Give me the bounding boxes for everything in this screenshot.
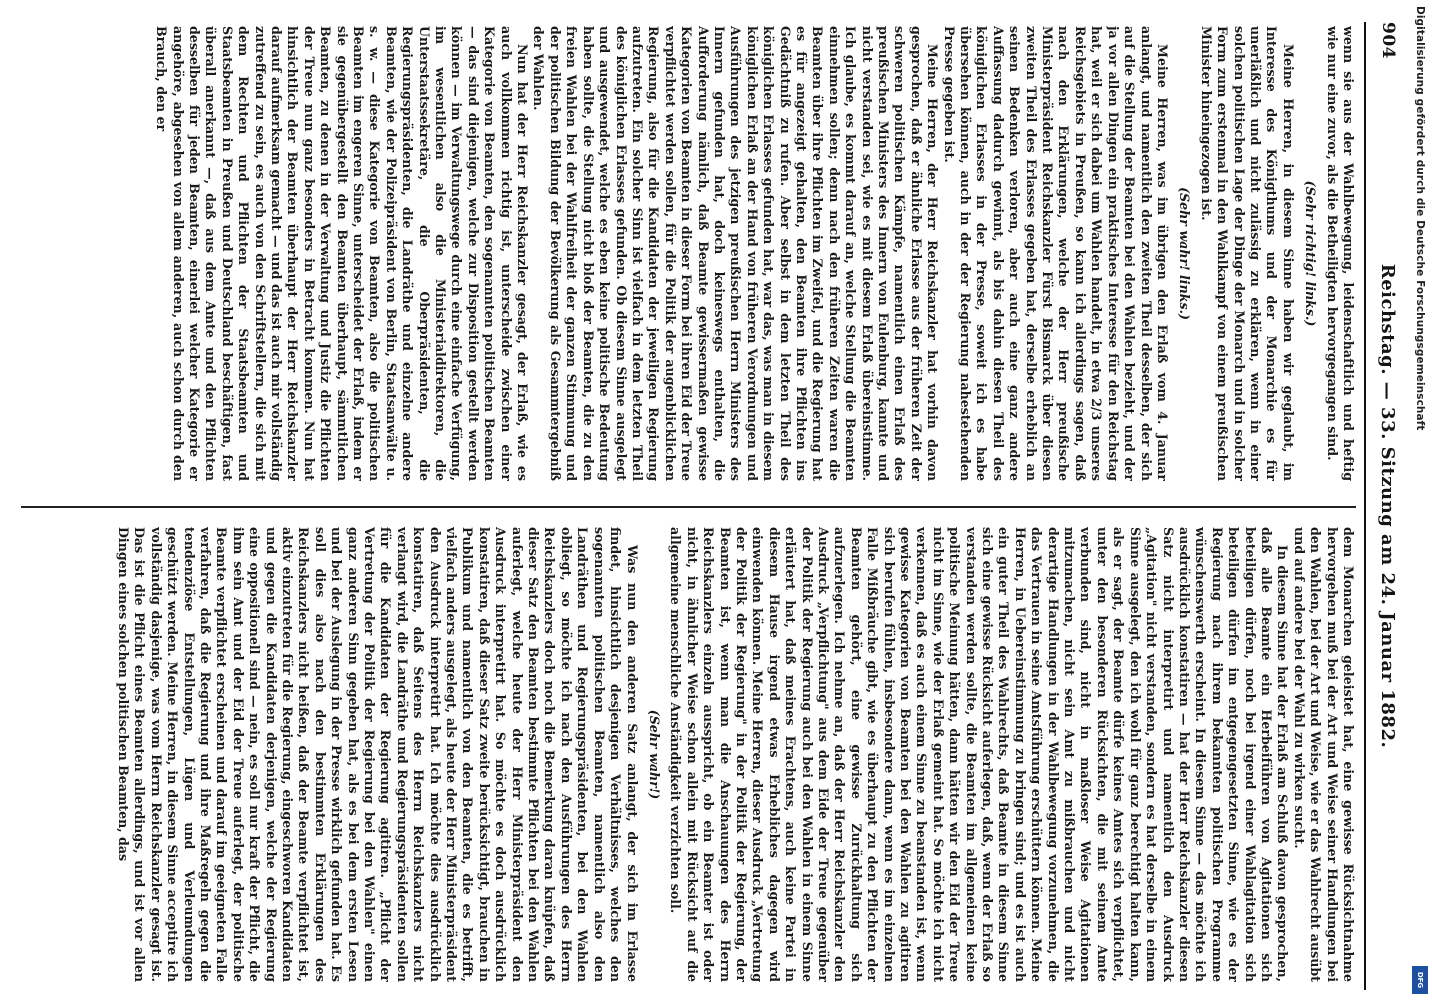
paragraph: Meine Herren, in diesem Sinne haben wir geglaubt, im Interesse des Königthums und der Monarchie es für unerläßlich und nicht zulässig zu erklären, wenn in einer solchen politischen Lage der Dinge der Monarch und in solcher Form zum erstenmal in den Wahlkampf von einem preußischen Minister hineingezogen ist.	[1198, 26, 1296, 481]
credit-strip	[1411, 6, 1429, 994]
left-column	[21, 26, 1356, 481]
interjection: (Sehr wahr!)	[646, 709, 662, 800]
credit-text: Digitalisierung gefördert durch die Deutsche Forschungsgemeinschaft	[1414, 6, 1426, 431]
column-divider	[21, 506, 1356, 508]
paragraph: Meine Herren, was im übrigen den Erlaß vom 4. Januar anlangt, und namentlich den zweiten Theil desselben, der sich auf die Stellung der Beamten bei den Wahlen bezieht, und der ja vor allen Dingen ein praktisches Interesse für den Reichstag hat, weil er sich dabei um Wahlen handelt, in etwa 2/3 unseres Reichsgebiets in Preußen, so kann ich allerdings sagen, daß nach den Erklärungen, welche der Herr preußische Ministerpräsident Reichskanzler Fürst Bismarck über diesen zweiten Theil des Erlasses gegeben hat, derselbe erheblich an seinen Bedenken verloren, aber auch eine ganz andere Auffassung dadurch gewinnt, als bis dahin diesen Theil des königlichen Erlasses in der Presse, soweit ich es habe übersehen können, auch in der der Regierung nahestehenden Presse gegeben ist.	[941, 26, 1170, 481]
document-page	[8, 22, 1408, 990]
dfg-logo-text: DFG	[1416, 971, 1424, 989]
interjection: (Sehr wahr! links.)	[1177, 187, 1193, 320]
header-rule	[1364, 22, 1366, 990]
paragraph: dem Monarchen geleistet hat, eine gewisse Rücksichtnahme hervorgehen muß bei der Art und Weise seiner Handlungen bei den Wahlen, bei der Art und Weise, wie er das Wahlrecht ausübt und auf andere bei der Wahl zu wirken sucht.	[1291, 527, 1356, 982]
paragraph: Was nun den anderen Satz anlangt, der sich im Erlasse findet, hinsichtlich desjenigen Verhältnisses, welches den sogenannten politischen Beamten, namentlich also den Landräthen und Regierungspräsidenten, bei den Wahlen obliegt, so möchte ich nach den Ausführungen des Herrn Reichskanzlers doch noch die Bemerkung daran knüpfen, daß dieser Satz den Beamten bestimmte Pflichten bei den Wahlen auferlegt, welche heute der Herr Ministerpräsident den Ausdruck interpretirt hat. So möchte es doch ausdrücklich konstatiren, daß dieser Satz zweite berücksichtigt, brauchen in Publikum und namentlich von den Beamten, die es betrifft, vielfach anders ausgelegt, als heute der Herr Ministerpräsident den Ausdruck interpretirt hat. Ich möchte dies ausdrücklich konstatiren, daß Seitens des Herrn Reichskanzlers nicht verlangt wird, die Landräthe und Regierungspräsidenten sollen für die Kandidaten der Regierung agitiren. „Pflicht der Vertretung der Politik der Regierung bei den Wahlen" einen ganz anderen Sinn gegeben hat, als es bei dem ersten Lesen und bei der Auslegung in der Presse wirklich gefunden hat. Es soll dies also nach den bestimmten Erklärungen des Reichskanzlers nicht heißen, daß der Beamte verpflichtet ist, aktiv einzutreten für die Regierung, eingeschworen Kandidaten und gegen die Kandidaten derjenigen, welche der Regierung eine oppositionell sind — nein, es soll nur kraft der Pflicht, die ihm sein Amt und der Eid der Treue auferlegt, der politische Beamte verpflichtet erscheinen und darauf im geeigneten Falle verfahren, daß die Regierung und ihre Maßregeln gegen die tendenziöse Entstellungen, Lügen und Verleumdungen geschützt werden. Meine Herren, in diesem Sinne acceptire ich vollständig dasjenige, was vom Herrn Reichskanzler gesagt ist. Das ist die Pflicht eines Beamten allerdings, und ist vor allen Dingen eines solchen politischen Beamten, das	[115, 527, 640, 982]
page-header	[1368, 22, 1408, 990]
interjection: (Sehr richtig! links.)	[1303, 180, 1319, 327]
paragraph: In diesem Sinne hat der Erlaß am Schluß davon gesprochen, daß alle Beamte ein Herbeiführen von Agitationen sich beteiligen dürfen, noch bei irgend einer Wahlagitation sich beteiligen dürfen im entgegengesetzten Sinne, wie es der Regierung nach ihrem bekannten politischen Programme wünschenswerth erscheint. In diesem Sinne — das möchte ich ausdrücklich konstatiren — hat der Herr Reichskanzler diesen Satz nicht interpretirt und namentlich den Ausdruck „Agitation" nicht verstanden, sondern es hat derselbe in einem Sinne ausgelegt, den ich wohl für ganz berechtigt halten kann, als er sagt, der Beamte dürfe keines Amtes sich verpflichtet, unter den besonderen Rücksichten, die mit seinem Amte verbunden sind, nicht in maßloser Weise Agitationen mitzumachen, nicht sein Amt zu mißbrauchen und nicht derartige Handlungen in der Wahlbewegung vorzunehmen, die das Vertrauen in seine Amtsführung erschüttern können. Meine Herren, in Uebereinstimmung zu bringen sind; und es ist auch ein guter Theil des Wahlrechts, daß Beamte in diesem Sinne sich eine gewisse Rücksicht auferlegen, daß, wenn der Erlaß so verstanden werden sollte, die Beamten im allgemeinen keine politische Meinung hätten, dann hätten wir den Eid der Treue nicht im Sinne, wie der Erlaß gemeint hat. So möchte ich nicht verkennen, daß es auch einem Sinne zu beanstanden ist, wenn gewisse Kategorien von Beamten bei den Wahlen zu agitiren sich berufen fühlen, insbesondere dann, wenn es im einzelnen Falle Mißbräuche gibt, wie es überhaupt zu den Pflichten der Beamten gehört, eine gewisse Zurückhaltung sich aufzuerlegen. Ich nehme an, daß der Herr Reichskanzler den Ausdruck „Verpflichtung" aus dem Eide der Treue gegenüber der Politik der Regierung auch bei den Wahlen in einem Sinne erläutert hat, daß meines Erachtens, auch keine Partei in diesem Hause irgend etwas Erhebliches dagegen wird einwenden können. Meine Herren, dieser Ausdruck „Vertretung der Politik der Regierung" in der Politik der Regierung, der Beamten ist, wenn man die Anschauungen des Herrn Reichskanzlers einzeln ausspricht, ob ein Beamter ist oder nicht, in ähnlicher Weise schon allein mit Rücksicht auf die allgemeine menschliche Anständigkeit verzichten soll.	[668, 527, 1291, 982]
dfg-logo	[1412, 966, 1428, 994]
page-number: 904	[1378, 22, 1398, 59]
paragraph: wenn sie aus der Wahlbewegung, leidenschaftlich und heftig wie nur eine zuvor, als die Betheiligten hervorgegangen sind.	[1324, 26, 1356, 481]
paragraph: Nun hat der Herr Reichskanzler gesagt, der Erlaß, wie es auch vollkommen richtig ist, unterscheide zwischen einer Kategorie von Beamten, den sogenannten politischen Beamten — das sind diejenigen, welche zur Disposition gestellt werden können — im Verwaltungswege durch eine einfache Verfügung, im wesentlichen also die Ministerialdirektoren, die Unterstaatssekretäre, die Oberpräsidenten, die Regierungspräsidenten, die Landräthe und einzelne andere Beamten, wie der Polizeipräsident von Berlin, Staatsanwälte u. s. w. — diese Kategorie von Beamten, also die politischen Beamten im engeren Sinne, unterscheidet der Erlaß, indem er sie gegenübergestellt den Beamten überhaupt, sämmtlichen Beamten, zu denen in der Verwaltung und Justiz die Pflichten der Treue nun ganz besonders in Betracht kommen. Nun hat hinsichtlich der Beamten überhaupt der Herr Reichskanzler darauf aufmerksam gemacht — und das ist auch mir vollständig zutreffend zu sein, es auch von den Schriftstellern, die sich mit dem Rechten und Pflichten der Staatsbeamten und Staatsbeamten in Preußen und Deutschland beschäftigen, fast überall anerkannt —, daß aus dem Amte und den Pflichten desselben für jeden Beamten, einerlei welcher Kategorie er angehöre, abgesehen von allem anderen, auch schon durch den Brauch, den er	[154, 26, 531, 481]
page-title: Reichstag. — 33. Sitzung am 24. Januar 1882.	[1377, 263, 1399, 749]
right-column	[21, 527, 1356, 982]
paragraph: Meine Herren, der Herr Reichskanzler hat vorhin davon gesprochen, daß er ähnliche Erlasse aus der früheren Zeit der schweren politischen Kämpfe, namentlich einen Erlaß des preußischen Ministers des Innern von Eulenburg, kannte und nicht verstanden sei, wie es mit diesem Erlaß übereinstimme. Ich glaube, es kommt darauf an, welche Stellung die Beamten einnehmen sollen; denn nach den früheren Zeiten waren die Beamten über ihre Pflichten im Zweifel, und die Regierung hat es für angezeigt gehalten, den Beamten ihre Pflichten ins Gedächtniß zu rufen. Aber selbst in dem letzten Theil des königlichen Erlasses gefunden hat, war das, was man in diesem königlichen Erlaß an der Hand von früheren Verordnungen und Ausführungen des jetzigen preußischen Herrn Ministers des Innern gefunden hat, doch keineswegs enthalten, die Aufforderung nämlich, daß Beamte gewissermaßen gewisse Kategorien von Beamten in dieser Form bei ihren Eid der Treue verpflichtet werden sollen, für die Politik der augenblicklichen Regierung, also für die Kandidaten der jeweiligen Regierung aufzutreten. Ein solcher Sinn ist vielfach in dem letzten Theil des königlichen Erlasses gefunden. Ob diesem Sinne ausgelegt und ausgewendet, welche es eben keine politische Bedeutung haben sollte, die Stellung nicht bloß der Beamten, die zu den freien Wahlen bei der Wahlfreiheit der ganzen Stimmung und der politischen Bildung der Bevölkerung als Gesammtergebniß der Wahlen.	[531, 26, 941, 481]
